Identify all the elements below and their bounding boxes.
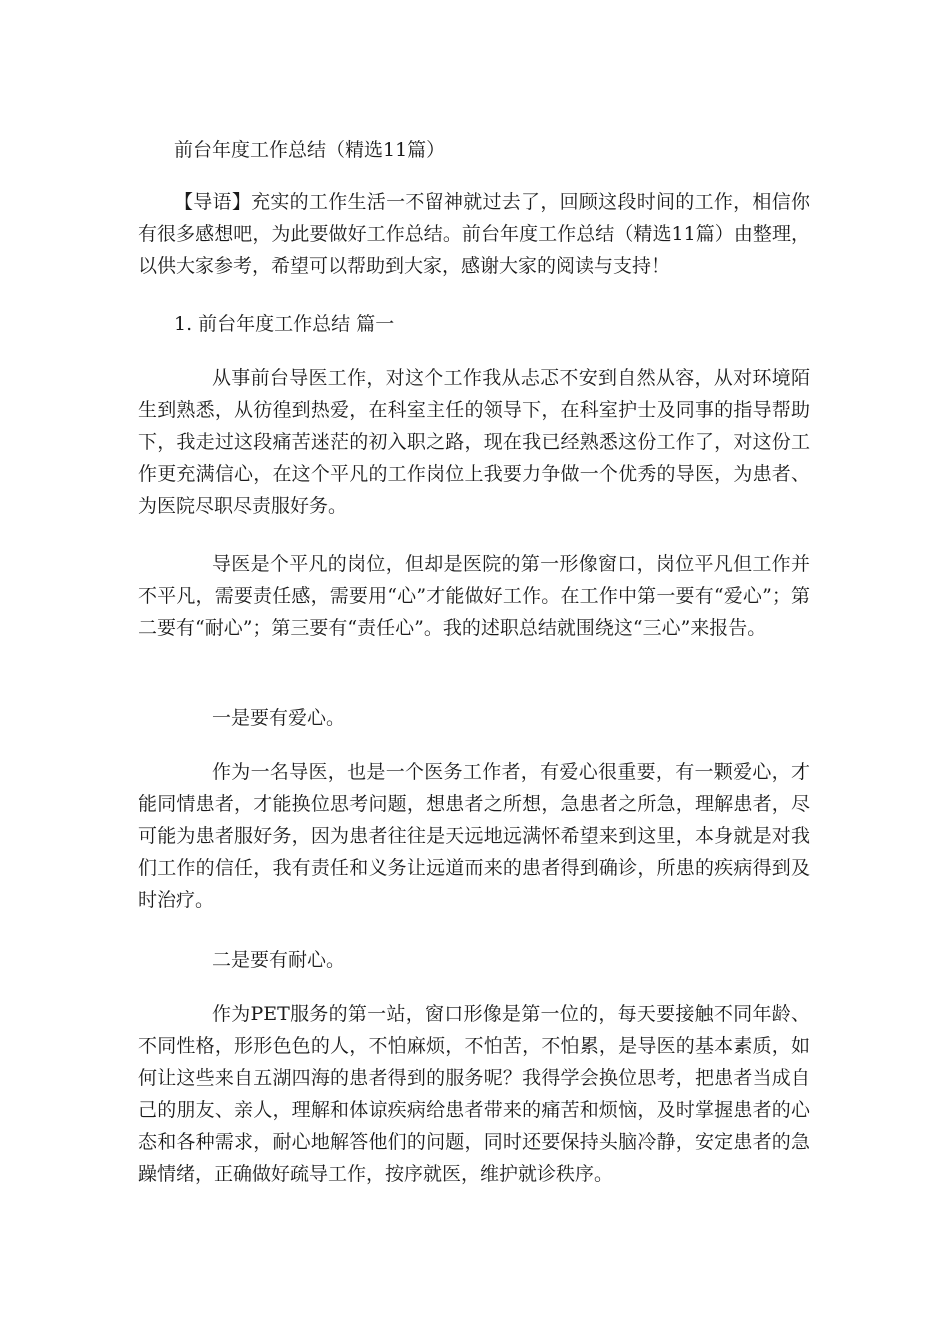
intro-paragraph: 【导语】充实的工作生活一不留神就过去了，回顾这段时间的工作，相信你有很多感想吧，为此要做好工作总结。前台年度工作总结（精选11篇）由整理，以供大家参考，希望可以帮助到大家，感谢大家的阅读与支持！ (138, 191, 810, 277)
body-paragraph: 作为一名导医，也是一个医务工作者，有爱心很重要，有一颗爱心，才能同情患者，才能换位思考问题，想患者之所想，急患者之所急，理解患者，尽可能为患者服好务，因为患者往往是天远地远满怀希望来到这里，本身就是对我们工作的信任，我有责任和义务让远道而来的患者得到确诊，所患的疾病得到及时治疗。 (138, 761, 810, 911)
body-paragraph: 作为PET服务的第一站，窗口形像是第一位的，每天要接触不同年龄、不同性格，形形色色的人，不怕麻烦，不怕苦，不怕累，是导医的基本素质，如何让这些来自五湖四海的患者得到的服务呢？我得学会换位思考，把患者当成自己的朋友、亲人，理解和体谅疾病给患者带来的痛苦和烦恼，及时掌握患者的心态和各种需求，耐心地解答他们的问题，同时还要保持头脑冷静，安定患者的急躁情绪，正确做好疏导工作，按序就医，维护就诊秩序。 (138, 1003, 810, 1185)
section-heading: 1. 前台年度工作总结 篇一 (174, 313, 395, 335)
subheading: 二是要有耐心。 (212, 949, 346, 971)
document-title: 前台年度工作总结（精选11篇） (174, 139, 446, 161)
subheading: 一是要有爱心。 (212, 707, 346, 729)
body-paragraph: 从事前台导医工作，对这个工作我从忐忑不安到自然从容，从对环境陌生到熟悉，从彷徨到热爱，在科室主任的领导下，在科室护士及同事的指导帮助下，我走过这段痛苦迷茫的初入职之路，现在我已经熟悉这份工作了，对这份工作更充满信心，在这个平凡的工作岗位上我要力争做一个优秀的导医，为患者、为医院尽职尽责服好务。 (138, 367, 810, 517)
body-paragraph: 导医是个平凡的岗位，但却是医院的第一形像窗口，岗位平凡但工作并不平凡，需要责任感，需要用“心”才能做好工作。在工作中第一要有“爱心”；第二要有“耐心”；第三要有“责任心”。我的述职总结就围绕这“三心”来报告。 (138, 553, 810, 639)
